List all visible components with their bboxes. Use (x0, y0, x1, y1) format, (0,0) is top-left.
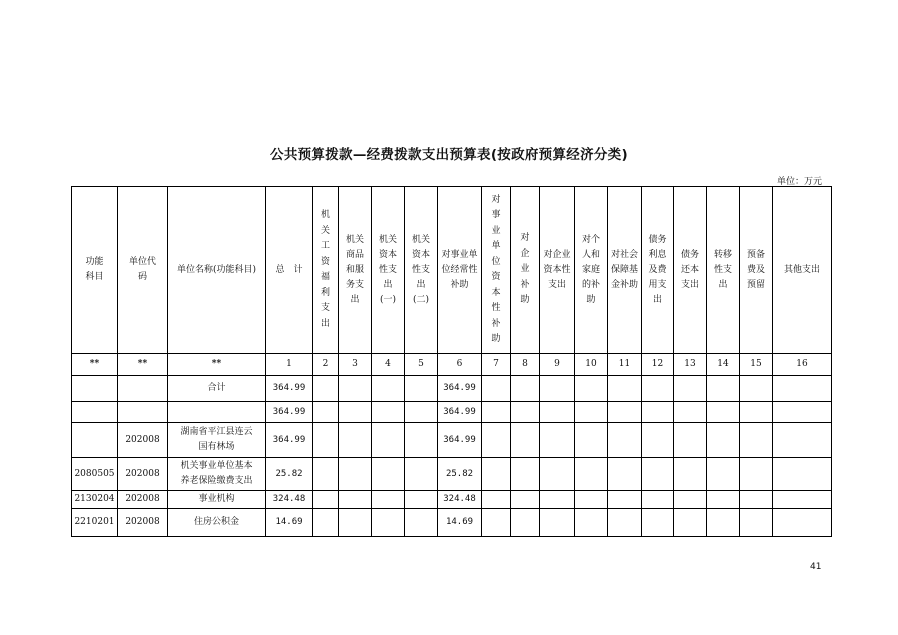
table-cell (608, 491, 642, 509)
table-cell (642, 376, 674, 402)
table-cell (575, 458, 608, 491)
budget-table (71, 186, 832, 537)
index-cell: 9 (540, 354, 575, 376)
table-cell: 364.99 (266, 402, 313, 423)
table-cell (773, 402, 832, 423)
table-cell (339, 402, 372, 423)
index-cell: 5 (405, 354, 438, 376)
table-cell (482, 376, 511, 402)
table-cell (642, 509, 674, 537)
table-row (72, 509, 832, 537)
table-cell (339, 376, 372, 402)
table-cell (313, 376, 339, 402)
table-cell (707, 423, 740, 458)
table-cell (482, 423, 511, 458)
table-cell (339, 491, 372, 509)
index-cell: ** (168, 354, 266, 376)
table-cell (674, 402, 707, 423)
table-cell (642, 423, 674, 458)
table-cell (540, 423, 575, 458)
table-cell (707, 509, 740, 537)
header-cell: 机关工资福利支出 (313, 187, 339, 354)
table-cell: 湖南省平江县连云国有林场 (168, 423, 266, 458)
header-cell: 对个人和家庭的补助 (575, 187, 608, 354)
table-cell (313, 491, 339, 509)
index-cell: 7 (482, 354, 511, 376)
index-cell: 8 (511, 354, 540, 376)
table-cell (575, 509, 608, 537)
table-cell (707, 491, 740, 509)
table-cell (405, 402, 438, 423)
header-cell: 对企业资本性支出 (540, 187, 575, 354)
index-cell: 2 (313, 354, 339, 376)
table-cell (575, 491, 608, 509)
table-cell (540, 491, 575, 509)
table-cell: 202008 (118, 491, 168, 509)
table-cell (405, 376, 438, 402)
table-cell (608, 423, 642, 458)
table-cell: 事业机构 (168, 491, 266, 509)
unit-label: 单位：万元 (776, 177, 822, 187)
table-cell (511, 402, 540, 423)
index-cell: 4 (372, 354, 405, 376)
table-cell: 324.48 (438, 491, 482, 509)
table-cell (674, 458, 707, 491)
table-cell (773, 376, 832, 402)
table-cell (339, 423, 372, 458)
table-cell (118, 402, 168, 423)
table-cell (511, 509, 540, 537)
table-cell (608, 458, 642, 491)
table-cell: 202008 (118, 509, 168, 537)
table-cell (740, 509, 773, 537)
table-cell (405, 509, 438, 537)
table-cell (372, 491, 405, 509)
index-cell: 15 (740, 354, 773, 376)
table-cell: 364.99 (438, 402, 482, 423)
table-cell (511, 458, 540, 491)
table-cell (72, 376, 118, 402)
table-cell (168, 402, 266, 423)
index-cell: 10 (575, 354, 608, 376)
table-cell: 2130204 (72, 491, 118, 509)
table-cell (339, 458, 372, 491)
table-cell (405, 491, 438, 509)
index-cell: ** (118, 354, 168, 376)
index-cell: 14 (707, 354, 740, 376)
table-cell: 202008 (118, 423, 168, 458)
header-cell: 预备费及预留 (740, 187, 773, 354)
table-cell (608, 509, 642, 537)
table-cell: 机关事业单位基本养老保险缴费支出 (168, 458, 266, 491)
table-cell: 324.48 (266, 491, 313, 509)
table-cell: 202008 (118, 458, 168, 491)
table-cell (740, 376, 773, 402)
table-cell (575, 376, 608, 402)
table-cell (511, 423, 540, 458)
index-cell: 16 (773, 354, 832, 376)
table-cell (511, 491, 540, 509)
table-cell (773, 509, 832, 537)
header-row (72, 187, 832, 354)
table-row (72, 491, 832, 509)
table-cell: 364.99 (438, 423, 482, 458)
table-cell (773, 491, 832, 509)
table-cell (773, 458, 832, 491)
table-cell (313, 509, 339, 537)
table-cell (674, 509, 707, 537)
header-cell: 单位名称(功能科目) (168, 187, 266, 354)
table-cell (372, 458, 405, 491)
table-cell (482, 509, 511, 537)
table-cell (575, 423, 608, 458)
table-cell (72, 402, 118, 423)
table-cell (575, 402, 608, 423)
table-cell (707, 458, 740, 491)
header-cell: 单位代码 (118, 187, 168, 354)
page-number: 41 (810, 562, 822, 572)
table-cell: 14.69 (266, 509, 313, 537)
header-cell: 机关资本性支出(二) (405, 187, 438, 354)
header-cell: 其他支出 (773, 187, 832, 354)
table-cell (740, 458, 773, 491)
table-cell (482, 491, 511, 509)
table-cell (72, 423, 118, 458)
header-cell: 债务利息及费用支出 (642, 187, 674, 354)
table-cell (540, 402, 575, 423)
table-cell: 364.99 (266, 376, 313, 402)
table-cell (642, 491, 674, 509)
table-cell (372, 423, 405, 458)
table-row (72, 402, 832, 423)
table-cell (740, 402, 773, 423)
header-cell: 对社会保障基金补助 (608, 187, 642, 354)
header-cell: 债务还本支出 (674, 187, 707, 354)
index-cell: 11 (608, 354, 642, 376)
table-cell (773, 423, 832, 458)
table-cell (118, 376, 168, 402)
header-cell: 转移性支出 (707, 187, 740, 354)
header-cell: 机关商品和服务支出 (339, 187, 372, 354)
table-cell (740, 491, 773, 509)
table-cell (642, 458, 674, 491)
page-title: 公共预算拨款—经费拨款支出预算表(按政府预算经济分类) (270, 147, 628, 163)
header-cell: 功能科目 (72, 187, 118, 354)
header-cell: 机关资本性支出(一) (372, 187, 405, 354)
index-cell: 3 (339, 354, 372, 376)
header-cell: 总 计 (266, 187, 313, 354)
table-cell: 25.82 (438, 458, 482, 491)
table-cell (608, 402, 642, 423)
index-row (72, 354, 832, 376)
table-cell (405, 458, 438, 491)
table-cell (482, 402, 511, 423)
table-cell (674, 376, 707, 402)
table-cell (313, 423, 339, 458)
table-cell (740, 423, 773, 458)
table-row (72, 458, 832, 491)
header-cell: 对企业补助 (511, 187, 540, 354)
table-cell (540, 376, 575, 402)
index-cell: 12 (642, 354, 674, 376)
table-cell: 364.99 (438, 376, 482, 402)
index-cell: 13 (674, 354, 707, 376)
table-cell: 合计 (168, 376, 266, 402)
table-cell (608, 376, 642, 402)
table-row (72, 376, 832, 402)
table-cell (540, 458, 575, 491)
header-cell: 对事业单位资本性补助 (482, 187, 511, 354)
table-cell (339, 509, 372, 537)
table-cell (405, 423, 438, 458)
index-cell: ** (72, 354, 118, 376)
table-cell (313, 458, 339, 491)
table-cell: 25.82 (266, 458, 313, 491)
table-cell (540, 509, 575, 537)
table-cell (674, 491, 707, 509)
table-cell: 364.99 (266, 423, 313, 458)
table-cell: 2080505 (72, 458, 118, 491)
table-cell (707, 402, 740, 423)
table-cell (313, 402, 339, 423)
table-cell (482, 458, 511, 491)
table-cell: 2210201 (72, 509, 118, 537)
table-cell (372, 509, 405, 537)
table-cell: 14.69 (438, 509, 482, 537)
table-cell (642, 402, 674, 423)
table-cell: 住房公积金 (168, 509, 266, 537)
table-row (72, 423, 832, 458)
table-cell (372, 376, 405, 402)
table-cell (674, 423, 707, 458)
index-cell: 6 (438, 354, 482, 376)
table-cell (707, 376, 740, 402)
index-cell: 1 (266, 354, 313, 376)
table-cell (511, 376, 540, 402)
table-cell (372, 402, 405, 423)
header-cell: 对事业单位经常性补助 (438, 187, 482, 354)
